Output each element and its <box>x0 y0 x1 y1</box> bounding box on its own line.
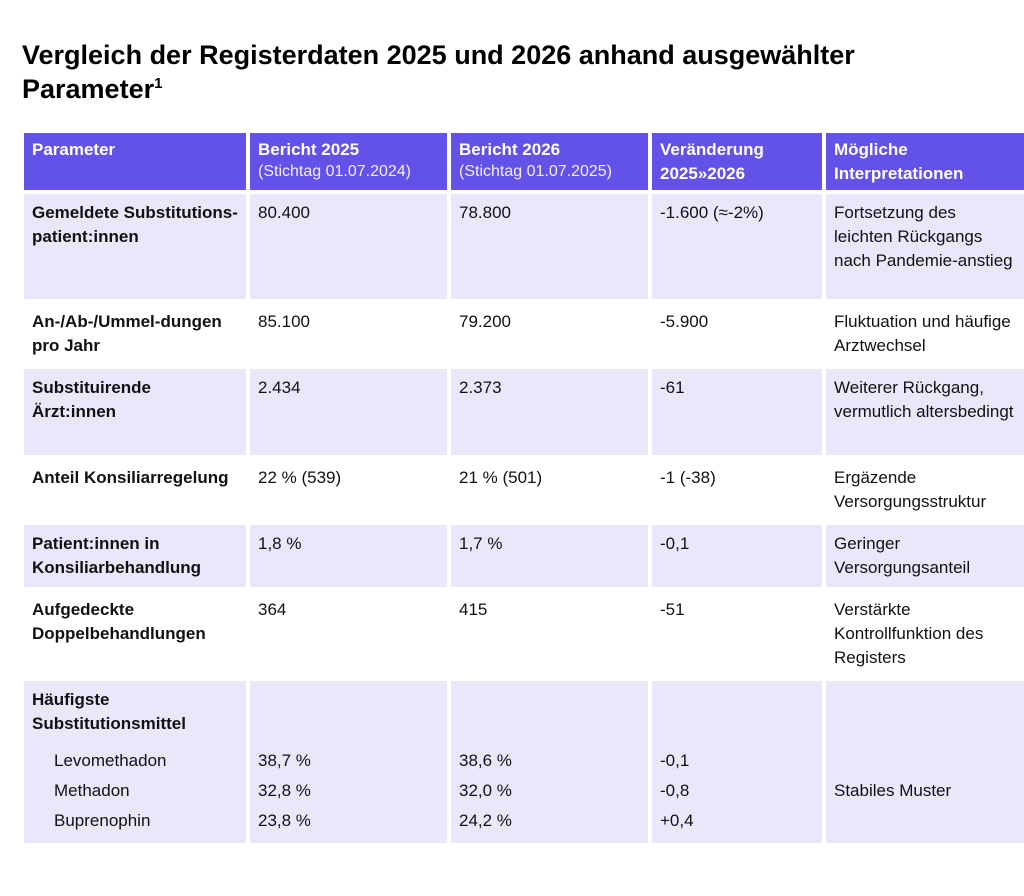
cell-veraenderung: -1.600 (≈-2%) <box>652 194 822 299</box>
cell-bericht-2026: 2.373 <box>451 369 648 455</box>
cell-veraenderung: -1 (-38) <box>660 468 716 487</box>
medication-name: Buprenophin <box>54 811 151 830</box>
medication-change: -0,8 <box>660 781 690 800</box>
medication-value-2025: 23,8 % <box>258 811 311 830</box>
medication-value-2026: 38,6 % <box>459 751 512 770</box>
medication-value-2025: 38,7 % <box>258 751 311 770</box>
medication-value-2025: 32,8 % <box>258 781 311 800</box>
cell-bericht-2025: 85.100 <box>258 312 310 331</box>
cell-veraenderung <box>652 681 822 843</box>
medication-change: -0,1 <box>660 751 690 770</box>
cell-parameter: Anteil Konsiliarregelung <box>32 468 229 487</box>
cell-veraenderung: -5.900 <box>660 312 709 331</box>
page-title: Vergleich der Registerdaten 2025 und 2026 anhand ausgewählter Parameter$^1$ <box>22 40 855 104</box>
cell-parameter: An-/Ab-/Ummel-dungen pro Jahr <box>32 312 222 355</box>
cell-parameter: Aufgedeckte Doppelbehandlungen <box>32 600 206 643</box>
cell-interpretation: Geringer Versorgungsanteil <box>826 525 1024 587</box>
cell-interpretation: Ergäzende Versorgungsstruktur <box>834 468 987 511</box>
header-sub-stichtag-2024: (Stichtag 01.07.2024) <box>258 163 411 180</box>
medication-name: Methadon <box>54 781 130 800</box>
cell-bericht-2026: 79.200 <box>459 312 511 331</box>
table-row <box>24 303 1024 365</box>
cell-bericht-2026: 415 <box>459 600 488 619</box>
cell-bericht-2025: 364 <box>258 600 287 619</box>
cell-bericht-2026: 78.800 <box>451 194 648 299</box>
cell-parameter <box>24 681 246 843</box>
cell-bericht-2025 <box>250 681 447 843</box>
cell-interpretation <box>826 681 1024 843</box>
cell-interpretation: Fortsetzung des leichten Rückgangs nach Pandemie-anstieg <box>826 194 1024 299</box>
header-interpretationen: Mögliche Interpretationen <box>826 133 1024 190</box>
cell-bericht-2026: 1,7 % <box>451 525 648 587</box>
cell-interpretation: Fluktuation und häufige Arztwechsel <box>834 312 1011 355</box>
medication-name: Levomethadon <box>54 751 167 770</box>
comparison-table <box>20 129 1024 847</box>
header-parameter: Parameter <box>24 133 246 190</box>
table-row <box>24 525 1024 587</box>
cell-interpretation: Weiterer Rückgang, vermutlich altersbedingt <box>826 369 1024 455</box>
header-veraenderung: Veränderung 2025»2026 <box>652 133 822 190</box>
table-row-substitutionsmittel <box>24 681 1024 843</box>
header-bericht-2026: Bericht 2026 (Stichtag 01.07.2025) <box>451 133 648 190</box>
cell-bericht-2025: 22 % (539) <box>258 468 342 487</box>
cell-veraenderung: -61 <box>652 369 822 455</box>
header-sub-stichtag-2025: (Stichtag 01.07.2025) <box>459 163 612 180</box>
group-label: Häufigste Substitutionsmittel <box>32 690 186 733</box>
cell-parameter: Patient:innen in Konsiliarbehandlung <box>24 525 246 587</box>
medication-value-2026: 32,0 % <box>459 781 512 800</box>
cell-bericht-2025: 2.434 <box>250 369 447 455</box>
table-row <box>24 459 1024 521</box>
medication-change: +0,4 <box>660 811 694 830</box>
cell-bericht-2026: 21 % (501) <box>459 468 543 487</box>
cell-parameter: Substituirende Ärzt:innen <box>24 369 246 455</box>
medication-value-2026: 24,2 % <box>459 811 512 830</box>
cell-bericht-2026 <box>451 681 648 843</box>
header-bericht-2025: Bericht 2025 (Stichtag 01.07.2024) <box>250 133 447 190</box>
group-interpretation: Stabiles Muster <box>834 781 952 800</box>
footnote-marker: 1 <box>154 75 163 92</box>
cell-bericht-2025: 1,8 % <box>250 525 447 587</box>
cell-veraenderung: -0,1 <box>652 525 822 587</box>
table-row <box>24 194 1024 299</box>
cell-bericht-2025: 80.400 <box>250 194 447 299</box>
table-row <box>24 369 1024 455</box>
cell-parameter: Gemeldete Substitutions-patient:innen <box>24 194 246 299</box>
cell-interpretation: Verstärkte Kontrollfunktion des Registers <box>834 600 984 667</box>
table-row <box>24 591 1024 677</box>
table-header-row <box>24 133 1024 190</box>
cell-veraenderung: -51 <box>660 600 685 619</box>
